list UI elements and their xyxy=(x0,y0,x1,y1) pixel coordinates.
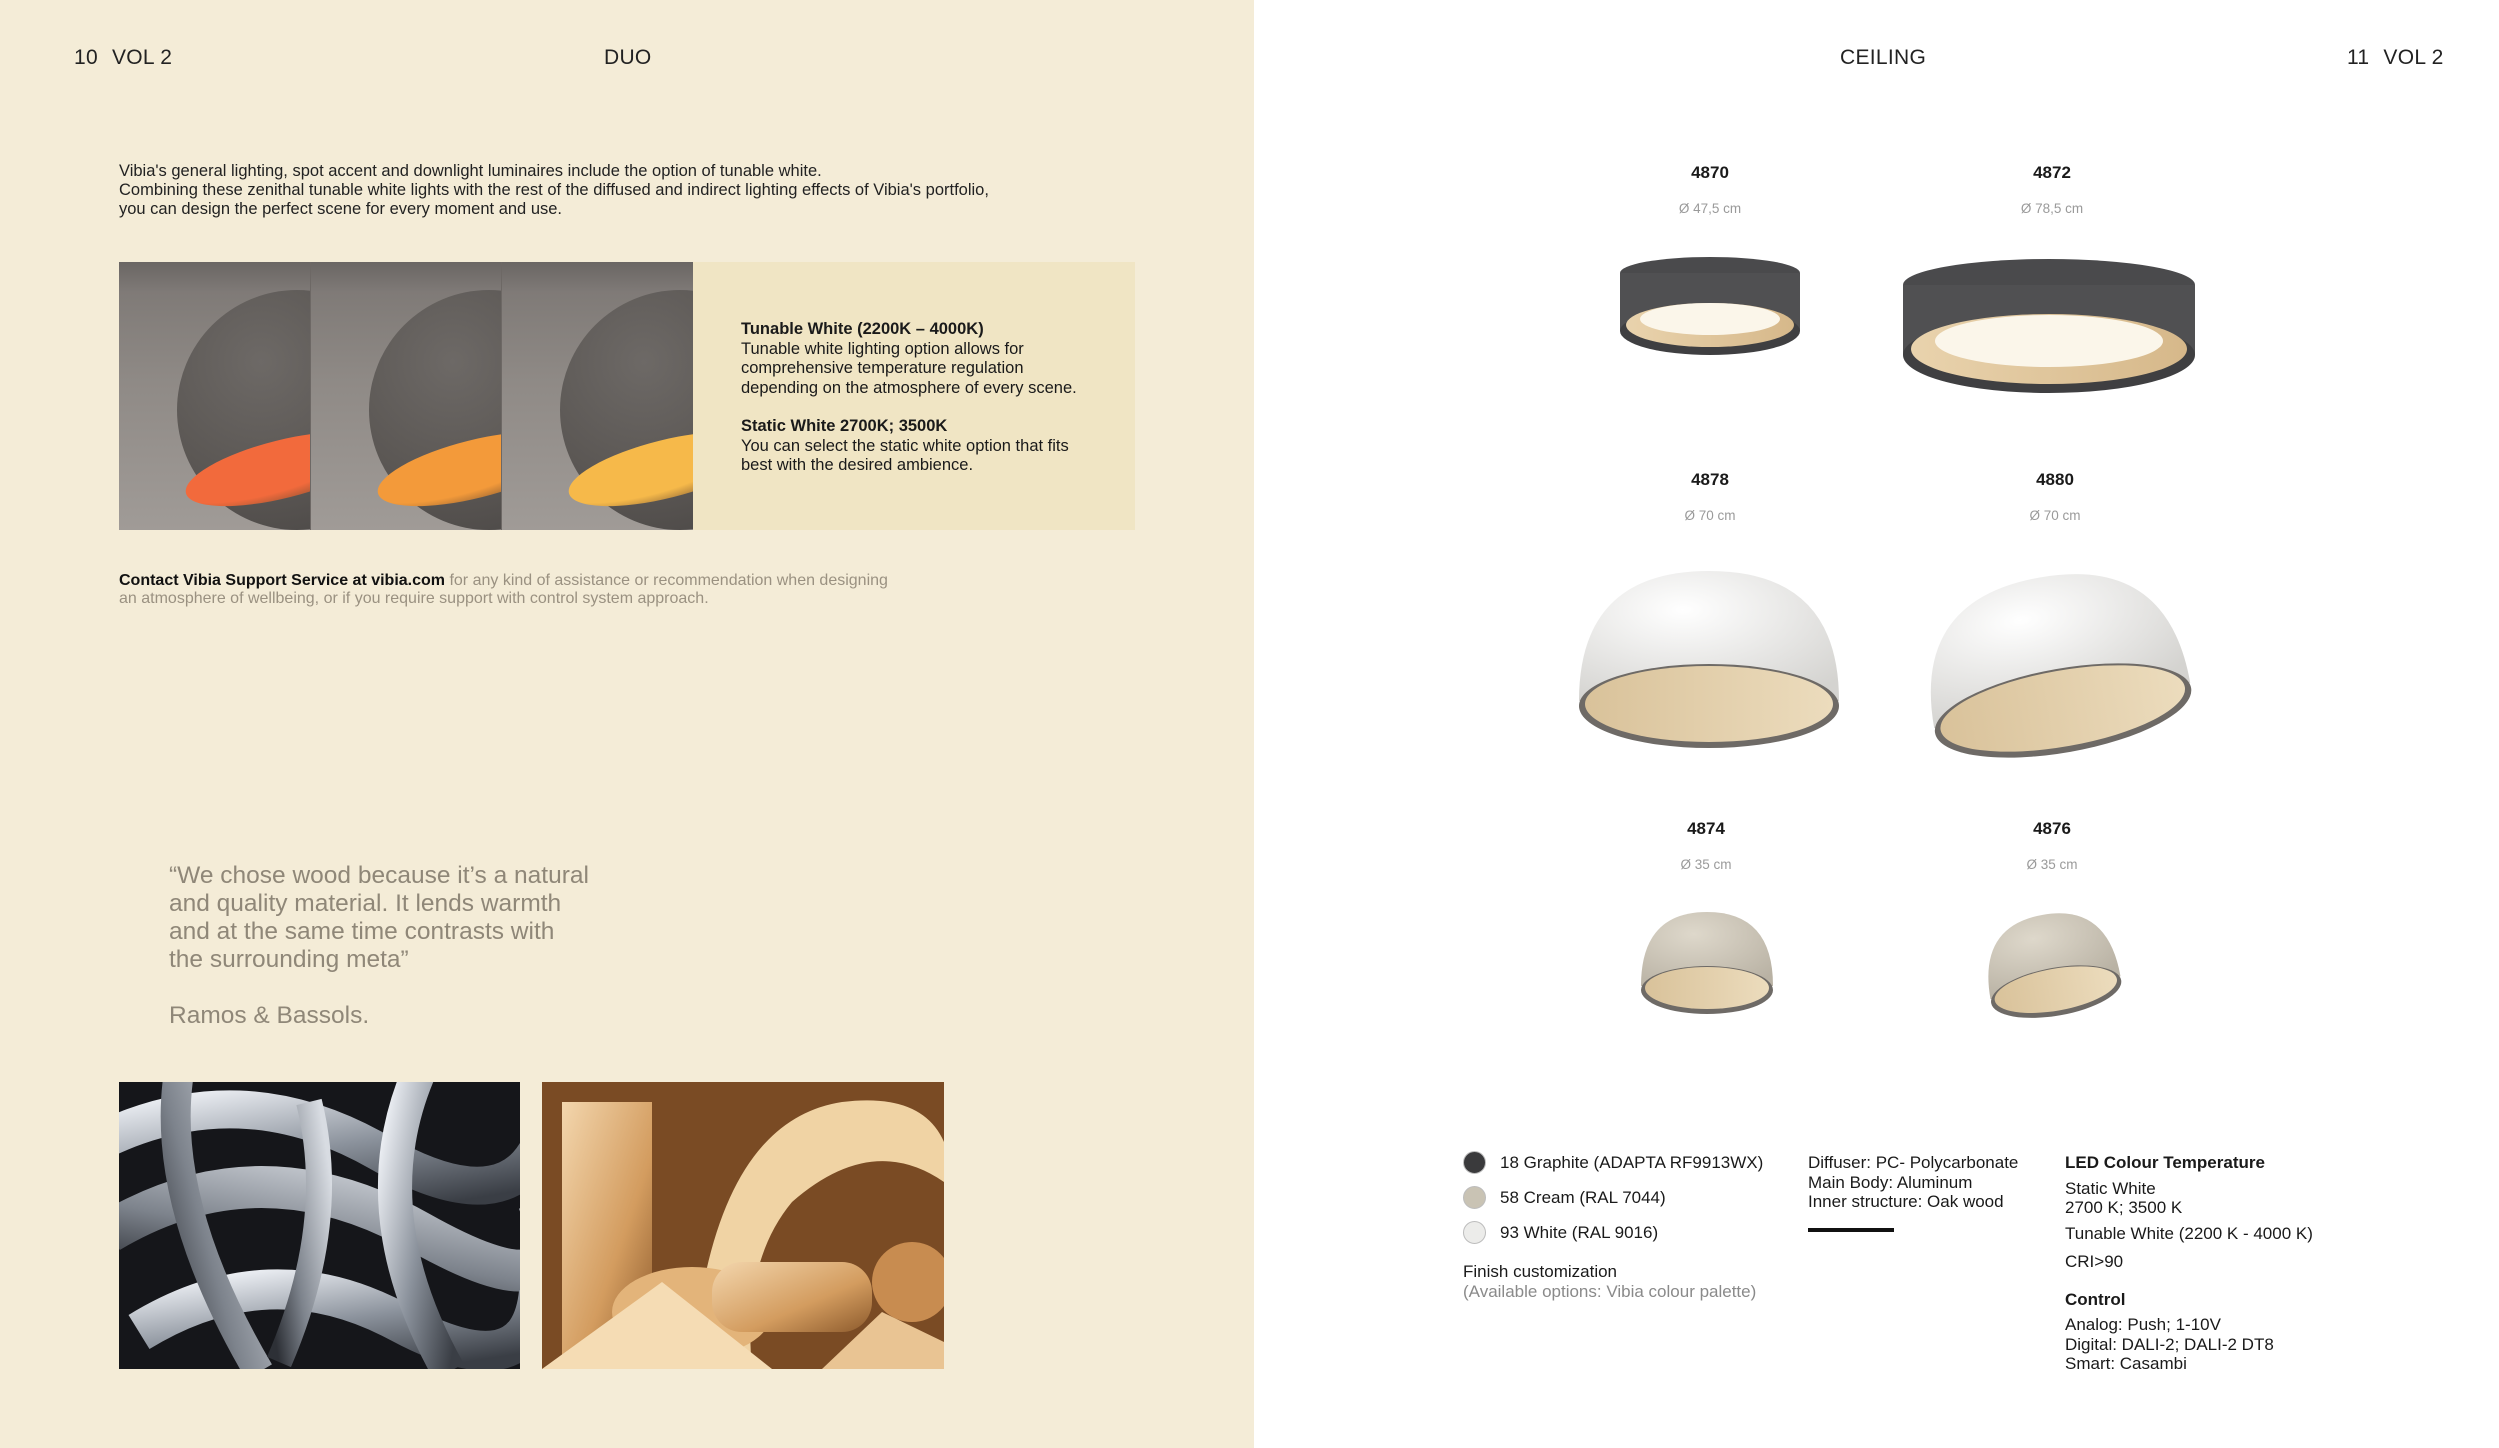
finish-custom: Finish customization xyxy=(1463,1262,1618,1281)
tunable-white-panel xyxy=(119,262,1135,530)
contact-rest: for any kind of assistance or recommendation when designing xyxy=(445,572,888,589)
product-code: 4872 xyxy=(2033,163,2071,182)
color-temperature-photo-strip xyxy=(119,262,693,530)
material-line: Diffuser: PC- Polycarbonate xyxy=(1808,1153,2019,1172)
cri-value: CRI>90 xyxy=(2065,1252,2124,1271)
intro-line: Combining these zenithal tunable white lights with the rest of the diffused and indirect lighting effects of Vibia's portfolio, xyxy=(119,181,989,199)
divider-bar xyxy=(1808,1228,1894,1232)
finish-list xyxy=(1463,1151,1763,1301)
contact-line2: an atmosphere of wellbeing, or if you require support with control system approach. xyxy=(119,590,709,607)
product-size: Ø 35 cm xyxy=(2026,857,2078,872)
section-title: CEILING xyxy=(1840,46,1927,69)
page-number: 11 xyxy=(2347,46,2370,69)
product-code: 4874 xyxy=(1687,819,1725,838)
finish-option[interactable] xyxy=(1463,1151,1763,1174)
control-line: Smart: Casambi xyxy=(2065,1354,2187,1373)
product-4880[interactable] xyxy=(1945,470,2165,523)
finish-option[interactable] xyxy=(1463,1221,1763,1244)
contact-note xyxy=(119,572,1069,608)
tunable-title: Tunable White (2200K – 4000K) xyxy=(741,320,984,338)
materials-list xyxy=(1808,1153,2018,1232)
wood-pieces-photo xyxy=(542,1082,944,1369)
static-white-label: Static White xyxy=(2065,1178,2156,1198)
left-page-header xyxy=(74,46,172,70)
product-4874[interactable] xyxy=(1596,819,1816,872)
intro-line: you can design the perfect scene for every moment and use. xyxy=(119,200,563,218)
control-line: Digital: DALI-2; DALI-2 DT8 xyxy=(2065,1334,2274,1354)
lamp-4870-image xyxy=(1617,255,1803,377)
page-number: 10 xyxy=(74,46,98,69)
aluminum-strips-photo xyxy=(119,1082,520,1369)
product-size: Ø 35 cm xyxy=(1680,857,1732,872)
finish-label: 93 White (RAL 9016) xyxy=(1500,1222,1659,1242)
product-size: Ø 70 cm xyxy=(1684,508,1736,523)
contact-link[interactable]: Contact Vibia Support Service at vibia.com xyxy=(119,572,446,589)
product-4878[interactable] xyxy=(1600,470,1820,523)
lamp-photo-cool xyxy=(502,262,693,530)
material-line: Inner structure: Oak wood xyxy=(1808,1192,2004,1211)
graphite-swatch xyxy=(1463,1151,1486,1174)
product-code: 4870 xyxy=(1691,163,1729,182)
tunable-line: comprehensive temperature regulation xyxy=(741,359,1024,377)
product-code: 4880 xyxy=(2036,470,2074,489)
product-size: Ø 47,5 cm xyxy=(1678,201,1742,216)
right-page xyxy=(1254,0,2499,1448)
lamp-4878-image xyxy=(1574,566,1844,756)
quote-line: and at the same time contrasts with xyxy=(169,918,555,945)
product-4872[interactable] xyxy=(1942,163,2162,216)
right-page-header xyxy=(2347,46,2444,70)
lamp-photo-medium xyxy=(311,262,503,530)
tunable-line: Tunable white lighting option allows for xyxy=(741,339,1024,358)
finish-label: 18 Graphite (ADAPTA RF9913WX) xyxy=(1500,1152,1764,1172)
intro-line: Vibia's general lighting, spot accent and downlight luminaires include the option of tunable white. xyxy=(119,162,822,180)
volume-label: VOL 2 xyxy=(2383,46,2444,69)
lamp-4876-image xyxy=(1982,908,2122,1028)
lamp-photo-warm xyxy=(119,262,311,530)
static-white-values: 2700 K; 3500 K xyxy=(2065,1198,2183,1217)
designer-quote xyxy=(169,862,689,1030)
cream-swatch xyxy=(1463,1186,1486,1209)
intro-paragraph xyxy=(119,162,1099,219)
finish-label: 58 Cream (RAL 7044) xyxy=(1500,1187,1666,1207)
tunable-white-value: Tunable White (2200 K - 4000 K) xyxy=(2065,1223,2313,1243)
lamp-4872-image xyxy=(1899,255,2199,421)
product-size: Ø 78,5 cm xyxy=(2020,201,2084,216)
control-line: Analog: Push; 1-10V xyxy=(2065,1315,2221,1334)
static-title: Static White 2700K; 3500K xyxy=(741,417,948,435)
static-line: You can select the static white option that fits xyxy=(741,436,1069,455)
volume-label: VOL 2 xyxy=(111,46,173,69)
quote-line: the surrounding meta” xyxy=(169,946,409,973)
static-line: best with the desired ambience. xyxy=(741,456,974,474)
product-size: Ø 70 cm xyxy=(2029,508,2081,523)
tunable-description xyxy=(741,320,1121,476)
material-line: Main Body: Aluminum xyxy=(1808,1172,1973,1192)
product-4876[interactable] xyxy=(1942,819,2162,872)
product-4870[interactable] xyxy=(1600,163,1820,216)
control-title: Control xyxy=(2065,1289,2126,1309)
finish-custom-note: (Available options: Vibia colour palette) xyxy=(1463,1281,1757,1301)
white-swatch xyxy=(1463,1221,1486,1244)
lamp-4874-image xyxy=(1637,908,1777,1018)
lamp-4880-image xyxy=(1922,566,2192,776)
tunable-line: depending on the atmosphere of every scene. xyxy=(741,378,1077,397)
quote-line: and quality material. It lends warmth xyxy=(169,890,562,917)
quote-line: “We chose wood because it’s a natural xyxy=(169,862,589,889)
led-title: LED Colour Temperature xyxy=(2065,1153,2265,1172)
section-title: DUO xyxy=(604,46,652,69)
quote-author: Ramos & Bassols. xyxy=(169,1002,370,1029)
product-code: 4878 xyxy=(1691,470,1729,489)
product-code: 4876 xyxy=(2033,819,2071,838)
finish-option[interactable] xyxy=(1463,1186,1763,1209)
led-specs xyxy=(2065,1153,2313,1374)
